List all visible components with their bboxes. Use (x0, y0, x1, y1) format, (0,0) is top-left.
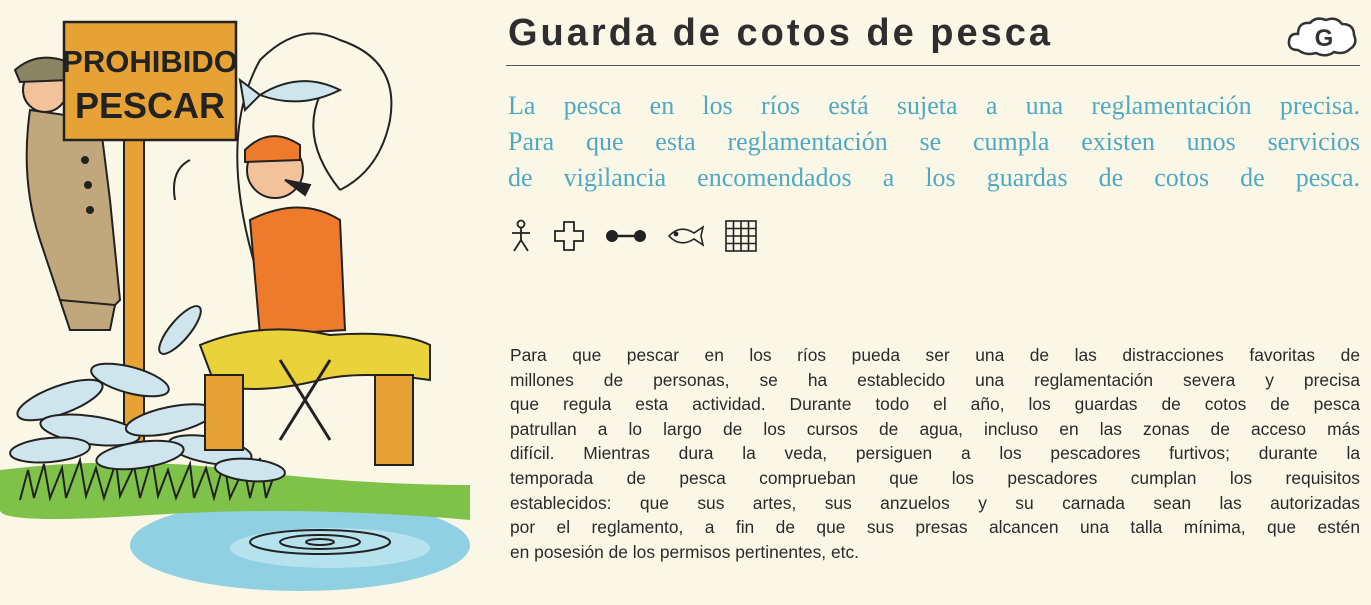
body-line: millones de personas, se ha establecido una reglamentación severa y precisa (510, 369, 1360, 390)
body-paragraph (510, 343, 1360, 564)
category-icons (508, 218, 758, 258)
body-line: que regula esta actividad. Durante todo el año, los guardas de cotos de pesca (510, 394, 1360, 415)
body-line: establecidos: que sus artes, sus anzuelos y su carnada sean las autorizadas (510, 492, 1360, 513)
body-line: Para que pescar en los ríos pueda ser una de las distracciones favoritas de (510, 345, 1360, 365)
cloud-g-logo (1284, 14, 1360, 60)
lead-line: de vigilancia encomendados a los guardas de cotos de pesca. (508, 163, 1360, 192)
fish-pile (9, 301, 286, 484)
body-line: temporada de pesca comprueban que los pescadores cumplan los requisitos (510, 467, 1360, 488)
fishing-illustration (0, 0, 470, 605)
lead-line: Para que esta reglamentación se cumpla existen unos servicios (508, 127, 1360, 156)
sign-line-2: PESCAR (74, 85, 226, 126)
prohibido-pescar-sign (62, 22, 238, 140)
dumbbell-icon (604, 226, 648, 251)
body-line: difícil. Mientras dura la veda, persiguen a los pescadores furtivos; durante la (510, 443, 1360, 464)
page-title: Guarda de cotos de pesca (508, 12, 1054, 54)
grid-icon (724, 219, 758, 258)
body-line: en posesión de los permisos pertinentes, etc. (510, 541, 859, 562)
fisherman (200, 136, 430, 465)
lead-paragraph (508, 88, 1360, 196)
fish-icon (666, 223, 706, 254)
title-underline (506, 65, 1360, 66)
body-line: patrullan a lo largo de los cursos de agua, incluso en las zonas de acceso más (510, 418, 1360, 439)
hooked-fish (240, 80, 340, 110)
body-line: por el reglamento, a fin de que sus presas alcancen una talla mínima, que estén (510, 517, 1360, 538)
sign-post (124, 130, 144, 460)
person-icon (508, 219, 534, 258)
sign-line-1: PROHIBIDO (62, 44, 238, 79)
lead-line: La pesca en los ríos está sujeta a una reglamentación precisa. (508, 91, 1360, 120)
logo-letter: G (1314, 25, 1334, 52)
cross-icon (552, 219, 586, 258)
